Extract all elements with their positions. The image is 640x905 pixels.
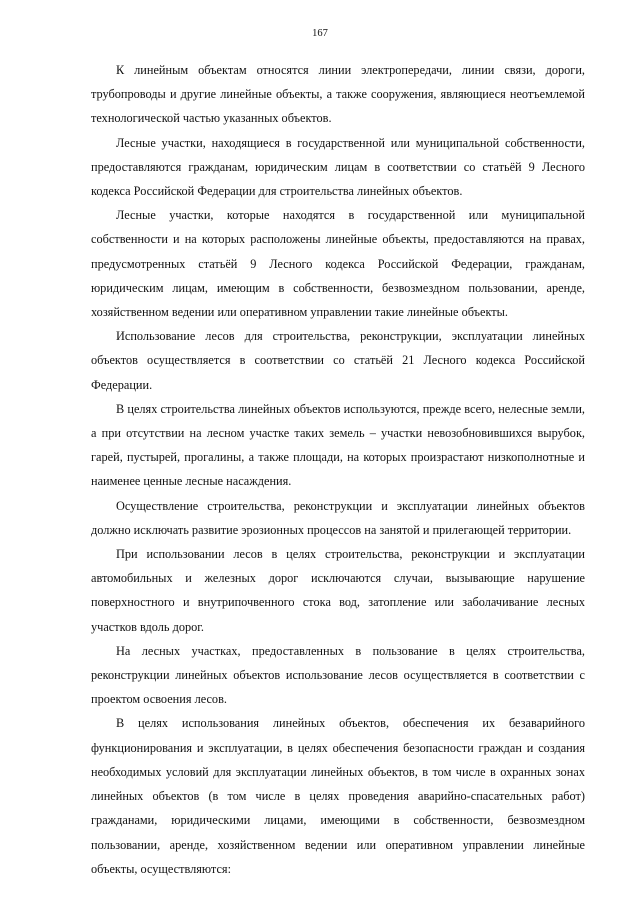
body-text (91, 58, 585, 881)
paragraph-erosion: Осуществление строительства, реконструкции и эксплуатации линейных объектов должно исключать развитие эрозионных процессов на занятой и прилегающей территории. (91, 498, 585, 537)
paragraph-development-project: На лесных участках, предоставленных в пользование в целях строительства, реконструкции линейных объектов использование лесов осуществляется в соответствии с проектом освоения лесов. (91, 643, 585, 707)
page-number: 167 (312, 28, 328, 39)
paragraph-land-priority: В целях строительства линейных объектов используются, прежде всего, нелесные земли, а при отсутствии на лесном участке таких земель – участки невозобновившихся вырубок, гарей, пустырей, прогалины, а также площади, на которых произрастают низкополнотные и наименее ценные лесные насаждения. (91, 401, 585, 489)
paragraph-plots-with-objects: Лесные участки, которые находятся в государственной или муниципальной собственности и на которых расположены линейные объекты, предоставляются на правах, предусмотренных статьёй 9 Лесного кодекса Российской Федерации, гражданам, юридическим лицам, имеющим в собственности, безвозмездном пользовании, аренде, хозяйственном ведении или оперативном управлении такие линейные объекты. (91, 208, 585, 320)
paragraph-safety-measures: В целях использования линейных объектов, обеспечения их безаварийного функционирования и эксплуатации, в целях обеспечения безопасности граждан и создания необходимых условий для эксплуатации линейных объектов, в том числе в охранных зонах линейных объектов (в том числе в целях проведения аварийно-спасательных работ) гражданами, юридическими лицами, имеющими в собственности, безвозмездном пользовании, аренде, хозяйственном ведении или оперативном управлении линейные объекты, осуществляются: (91, 716, 585, 876)
paragraph-forest-use: Использование лесов для строительства, реконструкции, эксплуатации линейных объектов осуществляется в соответствии со статьёй 21 Лесного кодекса Российской Федерации. (91, 329, 585, 392)
paragraph-plots-provision: Лесные участки, находящиеся в государственной или муниципальной собственности, предоставляются гражданам, юридическим лицам в соответствии со статьёй 9 Лесного кодекса Российской Федерации для строительства линейных объектов. (91, 135, 585, 199)
paragraph-roads: При использовании лесов в целях строительства, реконструкции и эксплуатации автомобильных и железных дорог исключаются случаи, вызывающие нарушение поверхностного и внутрипочвенного стока вод, затопление или заболачивание лесных участков вдоль дорог. (91, 547, 585, 634)
paragraph-linear-objects-definition: К линейным объектам относятся линии электропередачи, линии связи, дороги, трубопроводы и другие линейные объекты, а также сооружения, являющиеся неотъемлемой технологической частью указанных объектов. (91, 63, 585, 126)
